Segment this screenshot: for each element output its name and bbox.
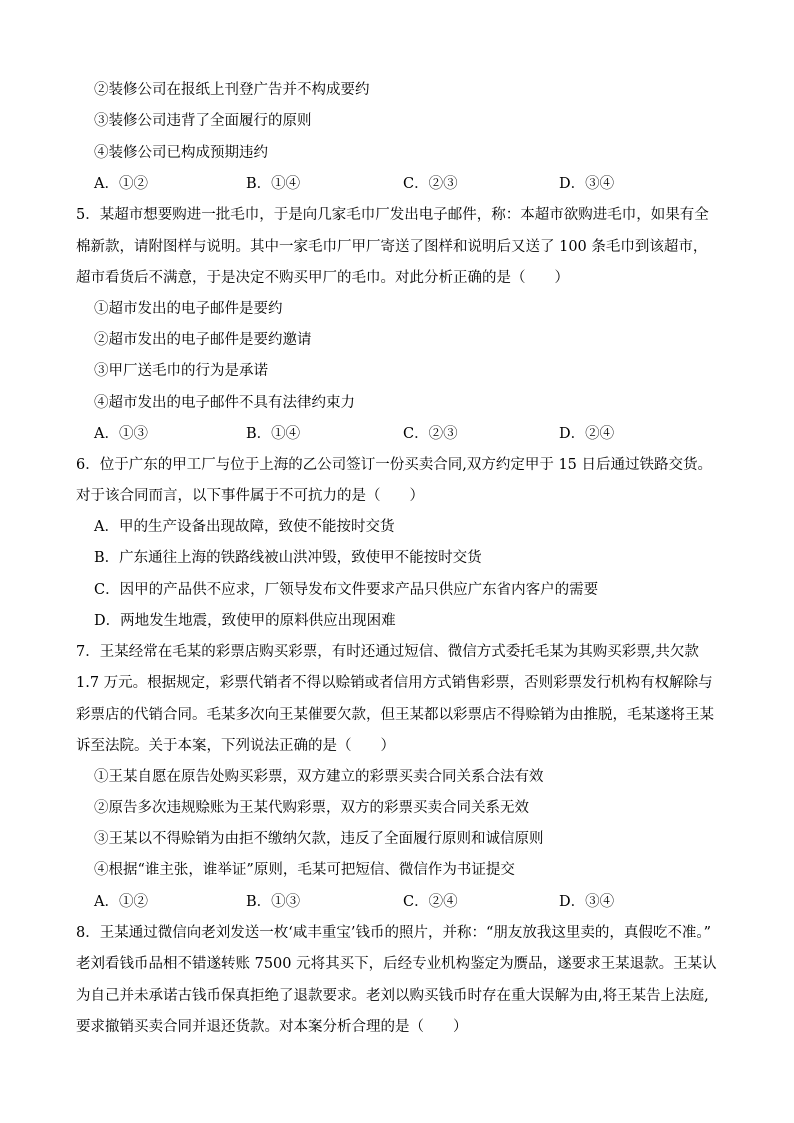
q4-choice-d: D．③④ bbox=[559, 176, 615, 192]
q4-item-3: ③装修公司违背了全面履行的原则 bbox=[94, 113, 312, 129]
q5-choice-b: B．①④ bbox=[246, 426, 301, 442]
q5-item-1: ①超市发出的电子邮件是要约 bbox=[94, 301, 283, 317]
q5-choice-a: A．①③ bbox=[94, 426, 148, 442]
q5-stem-line-3: 超市看货后不满意，于是决定不购买甲厂的毛巾。对此分析正确的是（ ） bbox=[76, 270, 569, 286]
q6-option-b: B．广东通往上海的铁路线被山洪冲毁，致使甲不能按时交货 bbox=[94, 550, 482, 566]
q5-item-4: ④超市发出的电子邮件不具有法律约束力 bbox=[94, 395, 355, 411]
q7-choice-c: C．②④ bbox=[403, 894, 458, 910]
q7-stem-line-2: 1.7 万元。根据规定，彩票代销者不得以赊销或者信用方式销售彩票，否则彩票发行机构有权解除与 bbox=[76, 675, 713, 691]
q5-stem-line-2: 棉新款，请附图样与说明。其中一家毛巾厂甲厂寄送了图样和说明后又送了 100 条毛巾到该超市， bbox=[76, 239, 708, 255]
q6-stem-line-2: 对于该合同而言，以下事件属于不可抗力的是（ ） bbox=[76, 488, 424, 504]
q4-choice-a: A．①② bbox=[94, 176, 148, 192]
q8-stem-line-4: 要求撤销买卖合同并退还货款。对本案分析合理的是（ ） bbox=[76, 1019, 468, 1035]
q5-item-3: ③甲厂送毛巾的行为是承诺 bbox=[94, 363, 268, 379]
q5-item-2: ②超市发出的电子邮件是要约邀请 bbox=[94, 332, 312, 348]
q4-item-4: ④装修公司已构成预期违约 bbox=[94, 145, 268, 161]
q4-choice-b: B．①④ bbox=[246, 176, 301, 192]
q5-choice-c: C．②③ bbox=[403, 426, 458, 442]
q7-item-3: ③王某以不得赊销为由拒不缴纳欠款，违反了全面履行原则和诚信原则 bbox=[94, 831, 544, 847]
q4-choice-c: C．②③ bbox=[403, 176, 458, 192]
q7-stem-line-4: 诉至法院。关于本案，下列说法正确的是（ ） bbox=[76, 738, 395, 754]
q5-choice-d: D．②④ bbox=[559, 426, 615, 442]
q8-stem-line-3: 为自己并未承诺古钱币保真拒绝了退款要求。老刘以购买钱币时存在重大误解为由,将王某告上法庭, bbox=[76, 988, 709, 1004]
q7-item-2: ②原告多次违规赊账为王某代购彩票，双方的彩票买卖合同关系无效 bbox=[94, 800, 529, 816]
q6-stem-line-1: 6．位于广东的甲工厂与位于上海的乙公司签订一份买卖合同,双方约定甲于 15 日后通过铁路交货。 bbox=[76, 457, 712, 473]
q8-stem-line-2: 老刘看钱币品相不错遂转账 7500 元将其买下，后经专业机构鉴定为赝品，遂要求王某退款。王某认 bbox=[76, 956, 717, 972]
q6-option-d: D．两地发生地震，致使甲的原料供应出现困难 bbox=[94, 613, 396, 629]
q7-stem-line-3: 彩票店的代销合同。毛某多次向王某催要欠款，但王某都以彩票店不得赊销为由推脱，毛某遂将王某 bbox=[76, 707, 714, 723]
q7-item-4: ④根据“谁主张，谁举证”原则，毛某可把短信、微信作为书证提交 bbox=[94, 862, 515, 878]
q7-choice-d: D．③④ bbox=[559, 894, 615, 910]
q7-stem-line-1: 7．王某经常在毛某的彩票店购买彩票，有时还通过短信、微信方式委托毛某为其购买彩票,共欠款 bbox=[76, 644, 699, 660]
q8-stem-line-1: 8．王某通过微信向老刘发送一枚‘咸丰重宝’钱币的照片，并称：“朋友放我这里卖的，真假吃不准。” bbox=[76, 925, 712, 941]
q5-stem-line-1: 5．某超市想要购进一批毛巾，于是向几家毛巾厂发出电子邮件，称：本超市欲购进毛巾，如果有全 bbox=[76, 207, 709, 223]
q6-option-a: A．甲的生产设备出现故障，致使不能按时交货 bbox=[94, 519, 395, 535]
q4-item-2: ②装修公司在报纸上刊登广告并不构成要约 bbox=[94, 82, 370, 98]
q6-option-c: C．因甲的产品供不应求，厂领导发布文件要求产品只供应广东省内客户的需要 bbox=[94, 582, 599, 598]
q7-item-1: ①王某自愿在原告处购买彩票，双方建立的彩票买卖合同关系合法有效 bbox=[94, 769, 544, 785]
q7-choice-a: A．①② bbox=[94, 894, 148, 910]
q7-choice-b: B．①③ bbox=[246, 894, 301, 910]
